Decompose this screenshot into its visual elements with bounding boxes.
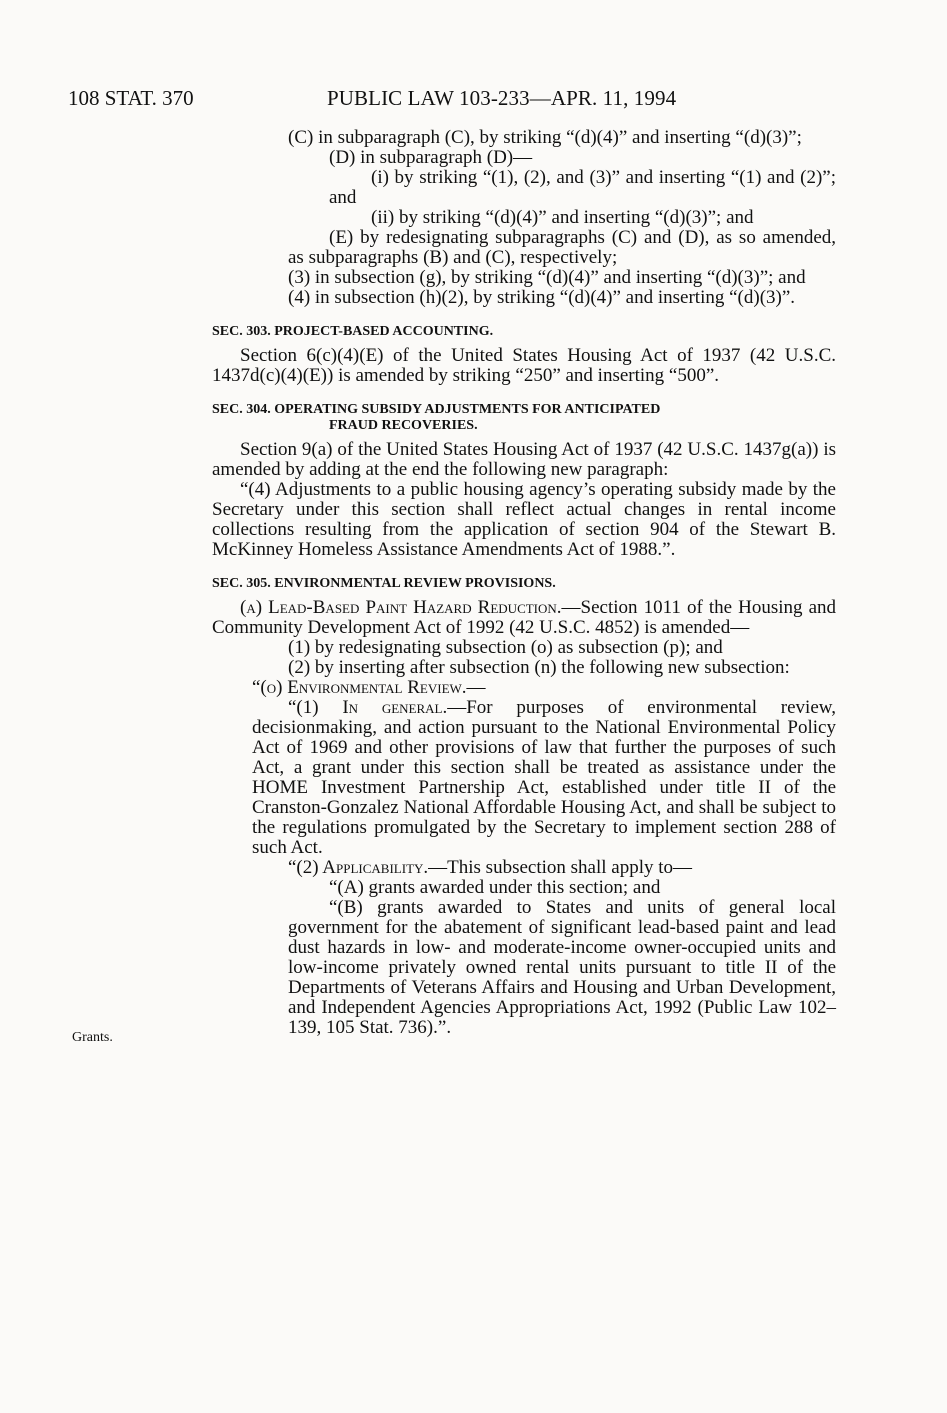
clause-e: (E) by redesignating subparagraphs (C) and (D), as so amended, as subparagraphs (B) and (C), respectively; [288, 227, 836, 268]
page-stat-header: 108 STAT. 370 [68, 86, 194, 110]
section-305-heading: SEC. 305. ENVIRONMENTAL REVIEW PROVISIONS. [212, 576, 556, 591]
document-body [212, 128, 836, 1038]
subsection-o-heading: “(o) Environmental Review. [252, 677, 467, 698]
section-304-quote: “(4) Adjustments to a public housing agency’s operating subsidy made by the Secretary under this section shall reflect actual changes in rental income collections resulting from the application of section 904 of the Stewart B. McKinney Homeless Assistance Amendments Act of 1988.”. [212, 479, 836, 560]
clause-d-i: (i) by striking “(1), (2), and (3)” and inserting “(1) and (2)”; and [329, 167, 836, 208]
item-2: (2) by inserting after subsection (n) the following new subsection: [288, 657, 790, 678]
public-law-header: PUBLIC LAW 103-233—APR. 11, 1994 [327, 86, 677, 110]
margin-note: Grants. [72, 1030, 113, 1045]
paragraph-1-heading: “(1) In general. [288, 697, 448, 718]
subsection-o [212, 678, 836, 698]
section-303-text: Section 6(c)(4)(E) of the United States Housing Act of 1937 (42 U.S.C. 1437d(c)(4)(E)) is amended by striking “250” and inserting “500”. [212, 345, 836, 386]
clause-d-ii: (ii) by striking “(d)(4)” and inserting “(d)(3)”; and [371, 207, 754, 228]
clause-d: (D) in subparagraph (D)— [329, 147, 533, 168]
clause-c: (C) in subparagraph (C), by striking “(d)(4)” and inserting “(d)(3)”; [288, 127, 802, 148]
section-304-heading-line1: SEC. 304. OPERATING SUBSIDY ADJUSTMENTS FOR ANTICIPATED [212, 402, 661, 417]
paragraph-1 [212, 698, 836, 858]
item-1: (1) by redesignating subsection (o) as subsection (p); and [288, 637, 723, 658]
subsection-a-heading: (a) Lead-Based Paint Hazard Reduction. [240, 597, 562, 618]
section-303-heading: SEC. 303. PROJECT-BASED ACCOUNTING. [212, 324, 494, 339]
paragraph-2-text: —This subsection shall apply to— [428, 857, 693, 878]
section-304-heading-line2: FRAUD RECOVERIES. [329, 418, 478, 433]
section-304-heading [212, 402, 836, 434]
clause-4: (4) in subsection (h)(2), by striking “(d)(4)” and inserting “(d)(3)”. [288, 287, 796, 308]
section-304-text: Section 9(a) of the United States Housing Act of 1937 (42 U.S.C. 1437g(a)) is amended by adding at the end the following new paragraph: [212, 439, 836, 480]
item-a: “(A) grants awarded under this section; and [329, 877, 661, 898]
subsection-a-text: —Section 1011 of the Housing and Community Development Act of 1992 (42 U.S.C. 4852) is amended— [212, 597, 836, 638]
paragraph-1-text: —For purposes of environmental review, decisionmaking, and action pursuant to the National Environmental Policy Act of 1969 and other provisions of law that further the purposes of such Act, a grant under this section shall be treated as assistance under the HOME Investment Partnership Act, established under title II of the Cranston-Gonzalez National Affordable Housing Act, and shall be subject to the regulations promulgated by the Secretary to implement section 288 of such Act. [252, 697, 836, 858]
clause-3: (3) in subsection (g), by striking “(d)(4)” and inserting “(d)(3)”; and [288, 267, 806, 288]
subsection-o-dash: — [466, 677, 486, 698]
item-b: “(B) grants awarded to States and units of general local government for the abatement of significant lead-based paint and lead dust hazards in low- and moderate-income owner-occupied units and low-income privately owned rental units pursuant to title II of the Departments of Veterans Affairs and Housing and Urban Development, and Independent Agencies Appropriations Act, 1992 (Public Law 102–139, 105 Stat. 736).”. [288, 897, 836, 1038]
paragraph-2 [212, 858, 836, 878]
subsection-a [212, 598, 836, 638]
paragraph-2-heading: “(2) Applicability. [288, 857, 429, 878]
